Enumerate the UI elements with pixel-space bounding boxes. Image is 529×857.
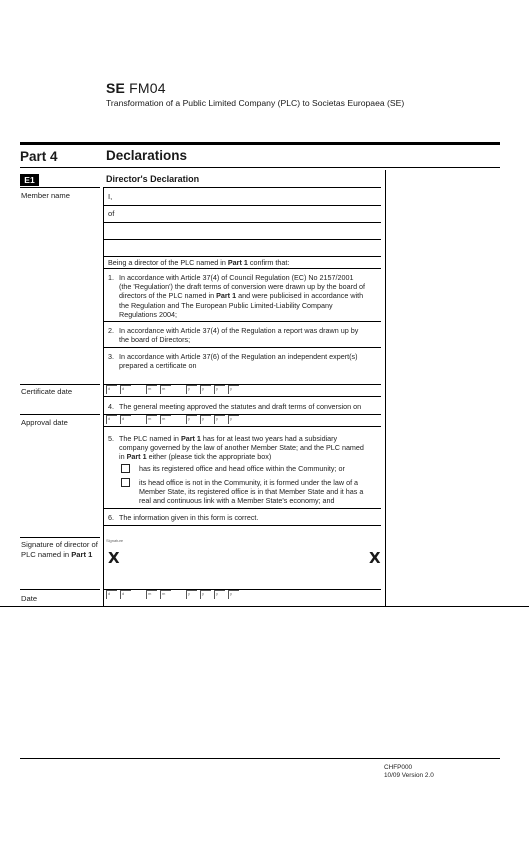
date-digit-box[interactable]: d (120, 415, 131, 424)
item-5-rule (103, 508, 381, 509)
item-6-number: 6. (108, 513, 114, 522)
option-2-text: its head office is not in the Community, it is formed under the law of a Member State, its registered office is in that Member State and it has a real and continuous link with a Member State's economy; and (139, 478, 364, 506)
date-digit-box[interactable]: y (200, 415, 211, 424)
item-1-rule (103, 321, 381, 322)
member-name-rule (103, 205, 381, 206)
item-5-number: 5. (108, 434, 114, 443)
intro-rule (103, 268, 381, 269)
member-name-input[interactable] (116, 190, 381, 204)
part-rule (20, 167, 500, 168)
section-title: Director's Declaration (106, 174, 200, 184)
item-6-rule (103, 525, 381, 526)
section-title-rule (103, 187, 381, 188)
date-digit-box[interactable]: y (214, 385, 225, 394)
address-input-1[interactable] (120, 207, 381, 221)
date-digit-box[interactable]: m (146, 415, 157, 424)
left-rule-date (20, 589, 100, 590)
header-rule-thick (20, 142, 500, 145)
approval-date-label: Approval date (21, 418, 68, 427)
date-digit-box[interactable]: y (228, 415, 239, 424)
section-end-rule (0, 606, 529, 607)
address-rule-3 (103, 256, 381, 257)
date-digit-box[interactable]: y (186, 385, 197, 394)
certificate-date-top-rule (103, 384, 381, 385)
date-digit-box[interactable]: d (120, 385, 131, 394)
address-input-2[interactable] (106, 224, 381, 238)
option-2-checkbox[interactable] (121, 478, 130, 487)
date-label: Date (21, 594, 38, 603)
left-rule-signature (20, 537, 100, 538)
address-rule-2 (103, 239, 381, 240)
date-digit-box[interactable]: y (214, 590, 225, 599)
item-6-text: The information given in this form is correct. (119, 513, 259, 522)
certificate-date-label: Certificate date (21, 387, 73, 396)
right-column-rule (385, 170, 386, 606)
item-3-text: In accordance with Article 37(6) of the Regulation an independent expert(s) prepared a certificate on (119, 352, 358, 371)
signature-label: Signature of director of PLC named in Part 1 (21, 540, 98, 559)
part-label: Part 4 (20, 149, 58, 164)
date-digit-box[interactable]: m (146, 385, 157, 394)
date-digit-box[interactable]: m (160, 415, 171, 424)
of-label: of (108, 209, 115, 218)
item-3-number: 3. (108, 352, 114, 361)
item-4-text: The general meeting approved the statutes and draft terms of conversion on (119, 402, 362, 411)
date-digit-box[interactable]: y (228, 385, 239, 394)
address-input-3[interactable] (106, 241, 381, 255)
item-1-text: In accordance with Article 37(4) of Council Regulation (EC) No 2157/2001 (the 'Regulation') the draft terms of conversion were drawn up by the board of directors of the PLC named in Part 1 and were publicised in accordance with the Regulation and The European Public Limited-Liability Company Regulations 2004; (119, 273, 366, 319)
left-rule-approval (20, 414, 100, 415)
member-name-label: Member name (21, 191, 70, 200)
date-digit-box[interactable]: m (146, 590, 157, 599)
item-2-number: 2. (108, 326, 114, 335)
date-digit-box[interactable]: d (106, 590, 117, 599)
item-5-text: The PLC named in Part 1 has for at least two years had a subsidiary company governed by the law of another Member State; and the PLC named in Part 1 either (please tick the appropriate box) (119, 434, 364, 462)
date-digit-box[interactable]: y (200, 385, 211, 394)
part-title: Declarations (106, 148, 188, 163)
form-code: SE FM04 (106, 80, 166, 96)
left-rule-cert (20, 384, 100, 385)
date-digit-box[interactable]: m (160, 590, 171, 599)
item-1-number: 1. (108, 273, 114, 282)
date-digit-box[interactable]: y (228, 590, 239, 599)
signature-start-mark: X (108, 549, 120, 567)
certificate-date-bottom-rule (103, 396, 381, 397)
footer-rule (20, 758, 500, 759)
date-digit-box[interactable]: y (200, 590, 211, 599)
option-1-checkbox[interactable] (121, 464, 130, 473)
date-digit-box[interactable]: d (106, 415, 117, 424)
item-2-text: In accordance with Article 37(4) of the Regulation a report was drawn up by the board of Directors; (119, 326, 359, 345)
date-digit-box[interactable]: m (160, 385, 171, 394)
signature-small-label: Signature (106, 538, 124, 543)
section-badge: E1 (20, 174, 39, 186)
item-2-rule (103, 347, 381, 348)
address-rule-1 (103, 222, 381, 223)
option-1-text: has its registered office and head office within the Community; or (139, 464, 345, 473)
date-digit-box[interactable]: d (106, 385, 117, 394)
date-digit-box[interactable]: y (214, 415, 225, 424)
footer-code: CHFP000 10/09 Version 2.0 (384, 764, 434, 779)
approval-date-top-rule (103, 414, 381, 415)
date-digit-box[interactable]: y (186, 415, 197, 424)
left-rule-top (20, 187, 100, 188)
signature-end-mark: X (369, 549, 381, 567)
signature-box[interactable] (104, 538, 381, 578)
approval-date-bottom-rule (103, 426, 381, 427)
date-digit-box[interactable]: y (186, 590, 197, 599)
date-top-rule (103, 589, 381, 590)
date-digit-box[interactable]: d (120, 590, 131, 599)
i-label: I, (108, 192, 113, 201)
form-subtitle: Transformation of a Public Limited Company (PLC) to Societas Europaea (SE) (106, 98, 405, 108)
item-4-number: 4. (108, 402, 114, 411)
declaration-intro: Being a director of the PLC named in Part 1 confirm that: (108, 258, 290, 267)
